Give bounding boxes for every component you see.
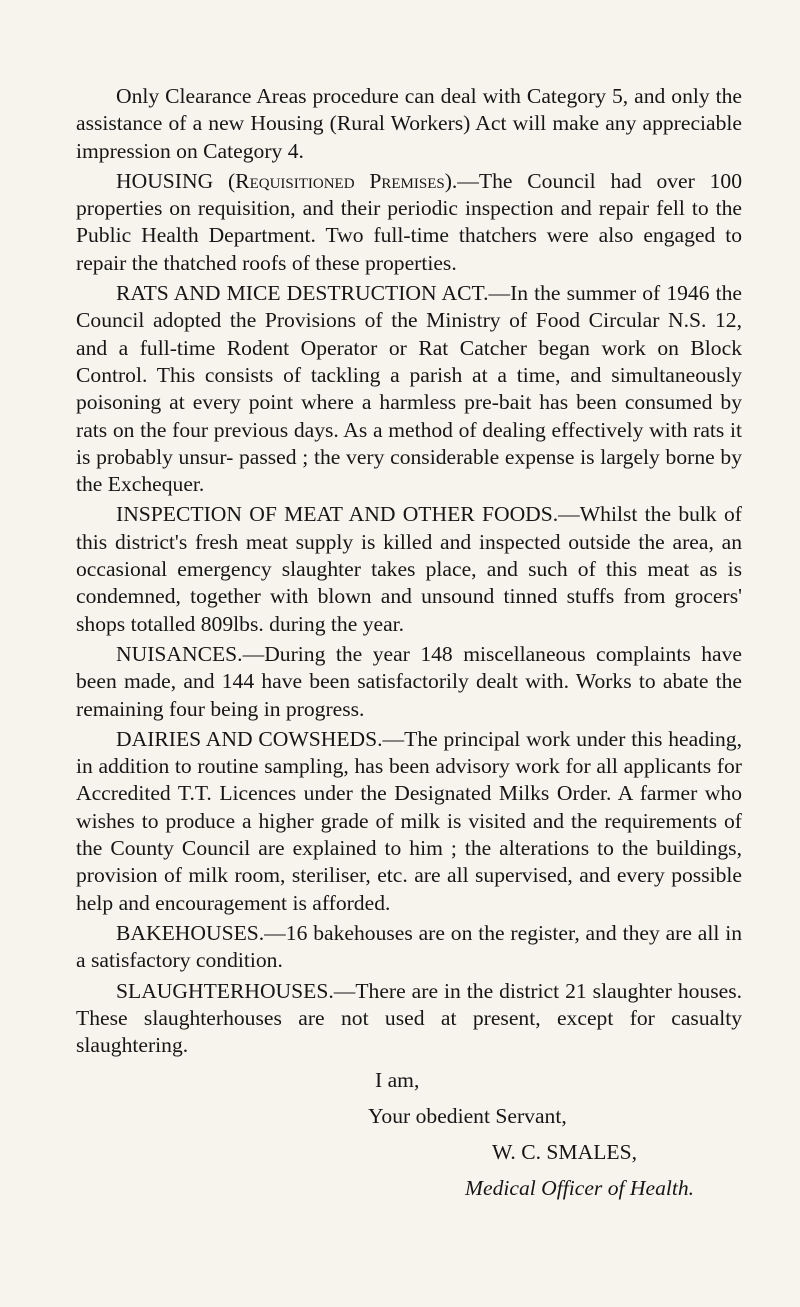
paragraph-text: There are in the district 21 slaughter houses. These slaughterhouses are not used at present, except for casualty slaughtering. [76, 978, 742, 1058]
closing-line-i-am: I am, [375, 1068, 420, 1093]
paragraph-heading: NUISANCES.— [116, 641, 265, 666]
paragraph-rats-and-mice [76, 280, 742, 498]
paragraph-heading: RATS AND MICE DESTRUCTION ACT.— [116, 281, 511, 306]
paragraph-text: Only Clearance Areas procedure can deal with Category 5, and only the assistance of a new Housing (Rural Workers) Act will make any appreciable impression on Category 4. [76, 84, 742, 163]
paragraph-nuisances [76, 641, 742, 723]
closing-line-servant: Your obedient Servant, [368, 1104, 567, 1129]
paragraph-heading-suffix: ).— [444, 168, 479, 193]
paragraph-heading: HOUSING ( [116, 168, 236, 193]
paragraph-text: The Council had over 100 properties on requisition, and their periodic inspection and repair fell to the Public Health Department. Two full-time thatchers were also engaged to repair the thatched roofs of these properties. [76, 168, 743, 275]
paragraph-housing [76, 168, 742, 277]
paragraph-heading: BAKEHOUSES.— [116, 920, 286, 945]
paragraph-text: The principal work under this heading, in addition to routine sampling, has been advisory work for all applicants for Accredited T.T. Licences under the Designated Milks Order. A farmer who wishes to produce a higher grade of milk is visited and the requirements of the County Council are explained to him ; the alterations to the buildings, provision of milk room, steriliser, etc. are all supervised, and every possible help and encouragement is afforded. [76, 726, 742, 915]
paragraph-heading: DAIRIES AND COWSHEDS.— [116, 726, 405, 751]
paragraph-heading: INSPECTION OF MEAT AND OTHER FOODS.— [116, 502, 580, 527]
paragraph-text: During the year 148 miscellaneous complaints have been made, and 144 have been satisfactorily dealt with. Works to abate the remaining four being in progress. [76, 641, 742, 721]
paragraph-text: In the summer of 1946 the Council adopted the Provisions of the Ministry of Food Circular N.S. 12, and a full-time Rodent Operator or Rat Catcher began work on Block Control. This consists of tackling a parish at a time, and simultaneously poisoning at every point where a harmless pre-bait has been consumed by rats on the four previous days. As a method of dealing effectively with rats it is probably unsur- passed ; the very considerable expense is largely borne by the Exchequer. [76, 281, 742, 497]
paragraph-dairies [76, 726, 742, 917]
paragraph-text: 16 bakehouses are on the register, and they are all in a satisfactory condition. [76, 920, 742, 973]
paragraph-clearance-areas [76, 83, 742, 165]
paragraph-bakehouses [76, 920, 742, 975]
signature-name: W. C. SMALES, [492, 1140, 637, 1165]
paragraph-heading-smallcaps: Requisitioned Premises [235, 168, 445, 193]
signature-title: Medical Officer of Health. [465, 1176, 695, 1201]
paragraph-heading: SLAUGHTERHOUSES.— [116, 978, 356, 1003]
paragraph-text: Whilst the bulk of this district's fresh meat supply is killed and inspected outside the area, an occasional emergency slaughter takes place, and such of this meat as is condemned, together with blown and unsound tinned stuffs from grocers' shops totalled 809lbs. during the year. [76, 502, 742, 636]
paragraph-slaughterhouses [76, 978, 742, 1060]
paragraph-meat-inspection [76, 501, 742, 637]
letter-closing [76, 1062, 742, 1206]
